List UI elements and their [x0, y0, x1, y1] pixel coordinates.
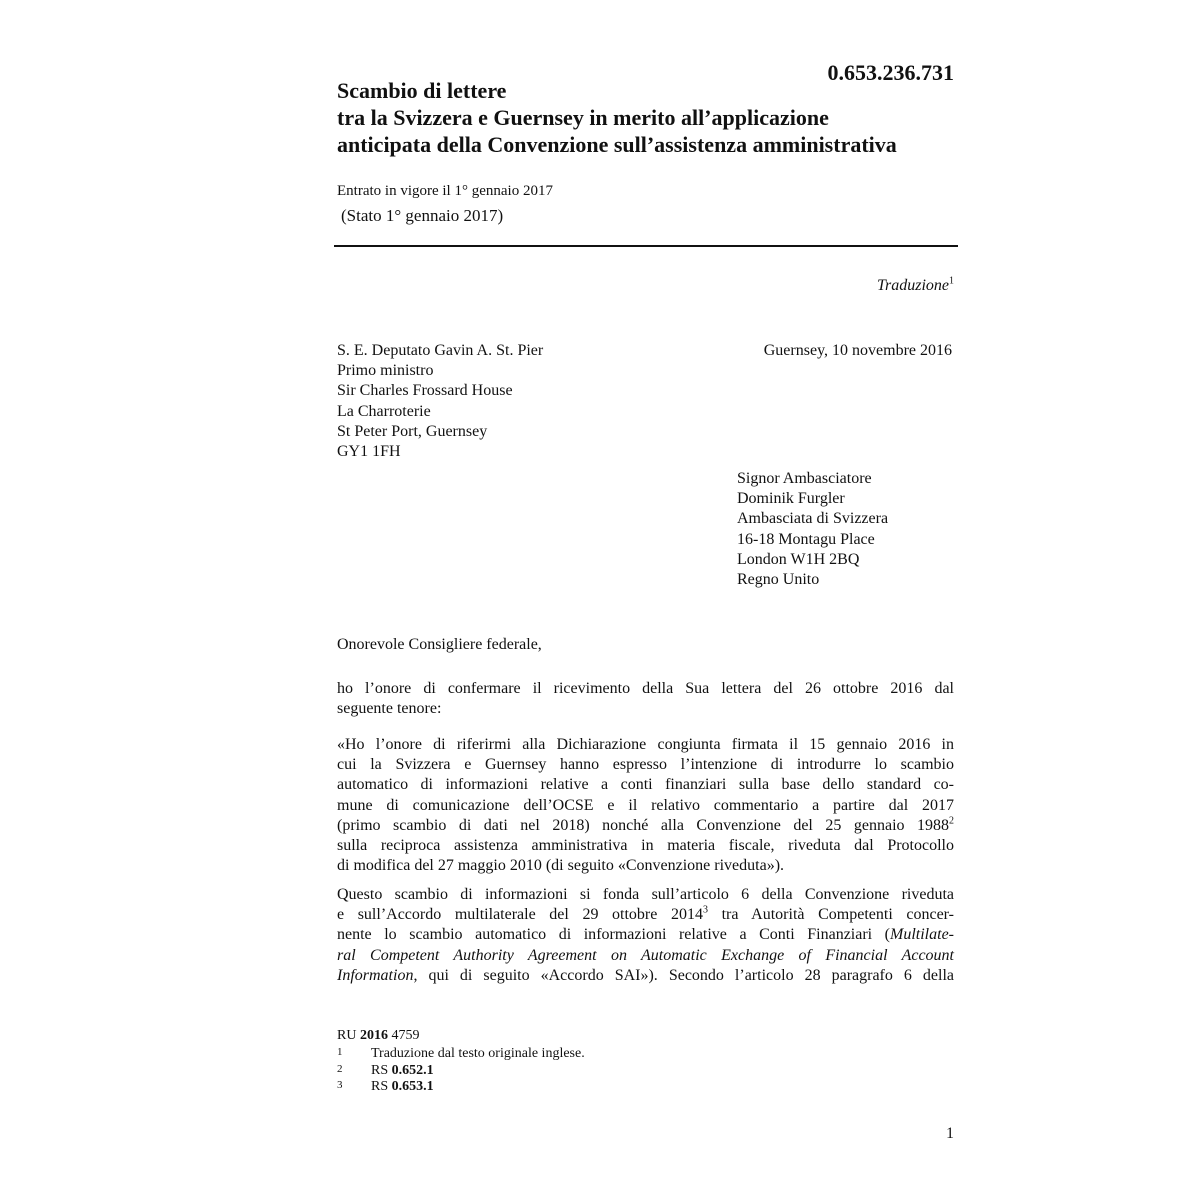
recipient-line: Regno Unito [737, 571, 820, 589]
ru-year: 2016 [359, 1028, 388, 1043]
recipient-address [737, 469, 888, 590]
ru-prefix: RU [337, 1028, 357, 1043]
text-segment-italic: Information [337, 966, 414, 984]
salutation: Onorevole Consigliere federale, [337, 636, 542, 653]
text-line: seguente tenore: [337, 700, 442, 718]
text-segment-italic: Multilate- [890, 926, 954, 944]
text-line: sulla reciproca assistenza amministrativa in materia fiscale, riveduta dal Protocollo [337, 837, 954, 855]
text-line: «Ho l’onore di riferirmi alla Dichiarazione congiunta firmata il 15 gennaio 2016 in [337, 736, 954, 753]
sender-line: La Charroterie [337, 402, 431, 420]
text-segment: , qui di seguito «Accordo SAI»). Secondo l’articolo 28 paragrafo 6 della [413, 966, 954, 984]
footnote-item [337, 1063, 585, 1080]
sender-line: Primo ministro [337, 362, 434, 380]
sender-line: St Peter Port, Guernsey [337, 422, 488, 440]
footnote-item [337, 1079, 585, 1096]
text-line: di modifica del 27 maggio 2010 (di seguito «Convenzione riveduta»). [337, 857, 785, 875]
footnote-number: 3 [337, 1079, 343, 1091]
footnote-ref-1[interactable]: 1 [949, 275, 954, 287]
text-segment: nente lo scambio automatico di informazioni relative a Conti Finanziari ( [337, 926, 891, 944]
text-segment: e sull’Accordo multilaterale del 29 ottobre 2014 [337, 906, 703, 924]
recipient-line: 16-18 Montagu Place [737, 530, 875, 548]
status-date: (Stato 1° gennaio 2017) [341, 206, 504, 225]
footnote-bold: 0.652.1 [391, 1062, 434, 1078]
footnote-number: 2 [337, 1062, 343, 1075]
footnote-ref-2[interactable]: 2 [949, 815, 954, 827]
title-line-1: Scambio di lettere [337, 78, 507, 103]
footnote-text [371, 1063, 434, 1080]
letter-date: Guernsey, 10 novembre 2016 [763, 342, 952, 359]
text-segment: (primo scambio di dati nel 2018) nonché alla Convenzione del 25 gennaio 1988 [337, 816, 949, 834]
text-line: ho l’onore di confermare il ricevimento della Sua lettera del 26 ottobre 2016 dal [337, 680, 954, 697]
text-line-italic: ral Competent Authority Agreement on Automatic Exchange of Financial Account [337, 946, 954, 964]
footnote-body: Traduzione dal testo originale inglese. [371, 1046, 585, 1061]
in-force-date: Entrato in vigore il 1° gennaio 2017 [337, 183, 553, 199]
text-line: automatico di informazioni relative a conti finanziari sulla base dello standard co- [337, 776, 954, 794]
footnote-item [337, 1046, 585, 1063]
footnote-number: 1 [337, 1046, 343, 1058]
text-line: cui la Svizzera e Guernsey hanno espresso l’intenzione di introdurre lo scambio [337, 756, 954, 774]
text-line [337, 925, 954, 945]
text-line [337, 816, 954, 836]
ru-reference [337, 1027, 419, 1044]
sender-address [337, 341, 543, 462]
footnote-ref-3[interactable]: 3 [702, 904, 708, 916]
footnote-text [371, 1079, 434, 1096]
recipient-line: London W1H 2BQ [737, 550, 860, 568]
sender-line: GY1 1FH [337, 443, 401, 461]
translation-note [760, 276, 954, 296]
recipient-line: Ambasciata di Svizzera [737, 510, 889, 528]
recipient-line: Dominik Furgler [737, 490, 845, 508]
text-line: Questo scambio di informazioni si fonda sull’articolo 6 della Convenzione riveduta [337, 886, 954, 903]
paragraph-acknowledgement [337, 679, 954, 719]
sender-line: S. E. Deputato Gavin A. St. Pier [337, 342, 544, 359]
title-line-3: anticipata della Convenzione sull’assistenza amministrativa [337, 132, 897, 157]
text-line [337, 966, 954, 986]
footnote-prefix: RS [371, 1062, 392, 1078]
footnote-prefix: RS [371, 1079, 392, 1094]
sr-number: 0.653.236.731 [827, 60, 954, 85]
footnotes [337, 1046, 585, 1096]
header-divider [334, 245, 958, 247]
ru-number: 4759 [391, 1028, 420, 1043]
paragraph-quoted-letter [337, 735, 954, 876]
recipient-line: Signor Ambasciatore [737, 470, 872, 487]
sender-line: Sir Charles Frossard House [337, 382, 513, 400]
translation-label: Traduzione [876, 277, 949, 294]
text-line [337, 905, 954, 925]
text-line: mune di comunicazione dell’OCSE e il relativo commentario a partire dal 2017 [337, 796, 954, 814]
footnote-bold: 0.653.1 [391, 1079, 434, 1094]
footnote-text [371, 1046, 585, 1063]
text-segment: tra Autorità Competenti concer- [707, 906, 955, 924]
document-title [337, 77, 977, 158]
page-number: 1 [946, 1125, 954, 1142]
paragraph-legal-basis [337, 885, 954, 986]
title-line-2: tra la Svizzera e Guernsey in merito all’applicazione [337, 105, 829, 130]
